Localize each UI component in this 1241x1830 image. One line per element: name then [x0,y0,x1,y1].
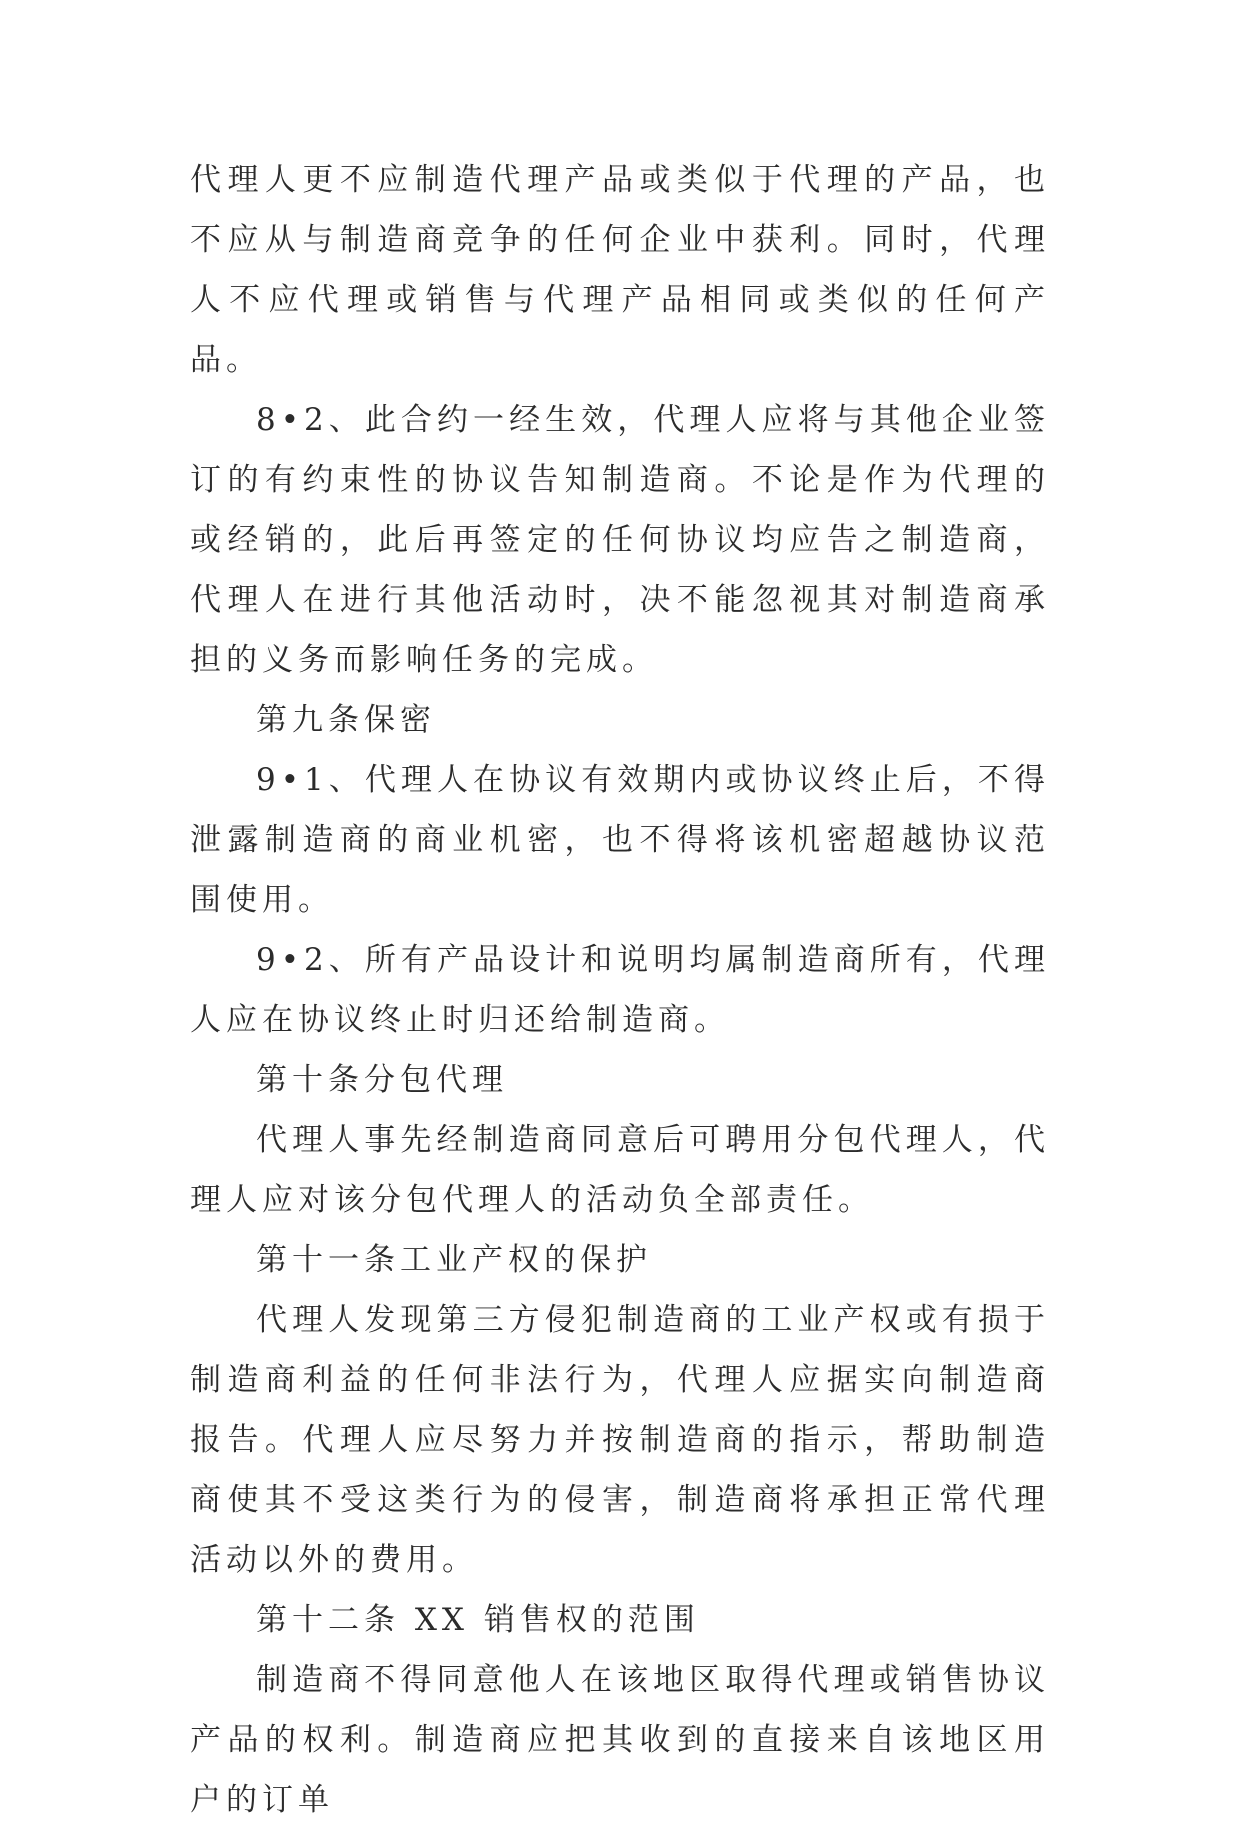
document-page [190,150,1050,1830]
paragraph-article-12: 制造商不得同意他人在该地区取得代理或销售协议产品的权利。制造商应把其收到的直接来自该地区用户的订单 [190,1662,1050,1818]
heading-article-9: 第九条保密 [256,702,436,738]
heading-article-11: 第十一条工业产权的保护 [256,1242,652,1278]
paragraph-9-1: 9•1、代理人在协议有效期内或协议终止后，不得泄露制造商的商业机密，也不得将该机密超越协议范围使用。 [190,762,1050,918]
paragraph-article-11: 代理人发现第三方侵犯制造商的工业产权或有损于制造商利益的任何非法行为，代理人应据实向制造商报告。代理人应尽努力并按制造商的指示，帮助制造商使其不受这类行为的侵害，制造商将承担正常代理活动以外的费用。 [190,1302,1050,1578]
paragraph-9-2: 9•2、所有产品设计和说明均属制造商所有，代理人应在协议终止时归还给制造商。 [190,942,1050,1038]
heading-article-10: 第十条分包代理 [256,1062,508,1098]
paragraph-article-10: 代理人事先经制造商同意后可聘用分包代理人，代理人应对该分包代理人的活动负全部责任。 [190,1122,1050,1218]
heading-article-12: 第十二条 XX 销售权的范围 [256,1602,700,1638]
paragraph-continuation: 代理人更不应制造代理产品或类似于代理的产品，也不应从与制造商竞争的任何企业中获利。同时，代理人不应代理或销售与代理产品相同或类似的任何产品。 [190,162,1050,378]
paragraph-8-2: 8•2、此合约一经生效，代理人应将与其他企业签订的有约束性的协议告知制造商。不论是作为代理的或经销的，此后再签定的任何协议均应告之制造商，代理人在进行其他活动时，决不能忽视其对制造商承担的义务而影响任务的完成。 [190,402,1050,678]
